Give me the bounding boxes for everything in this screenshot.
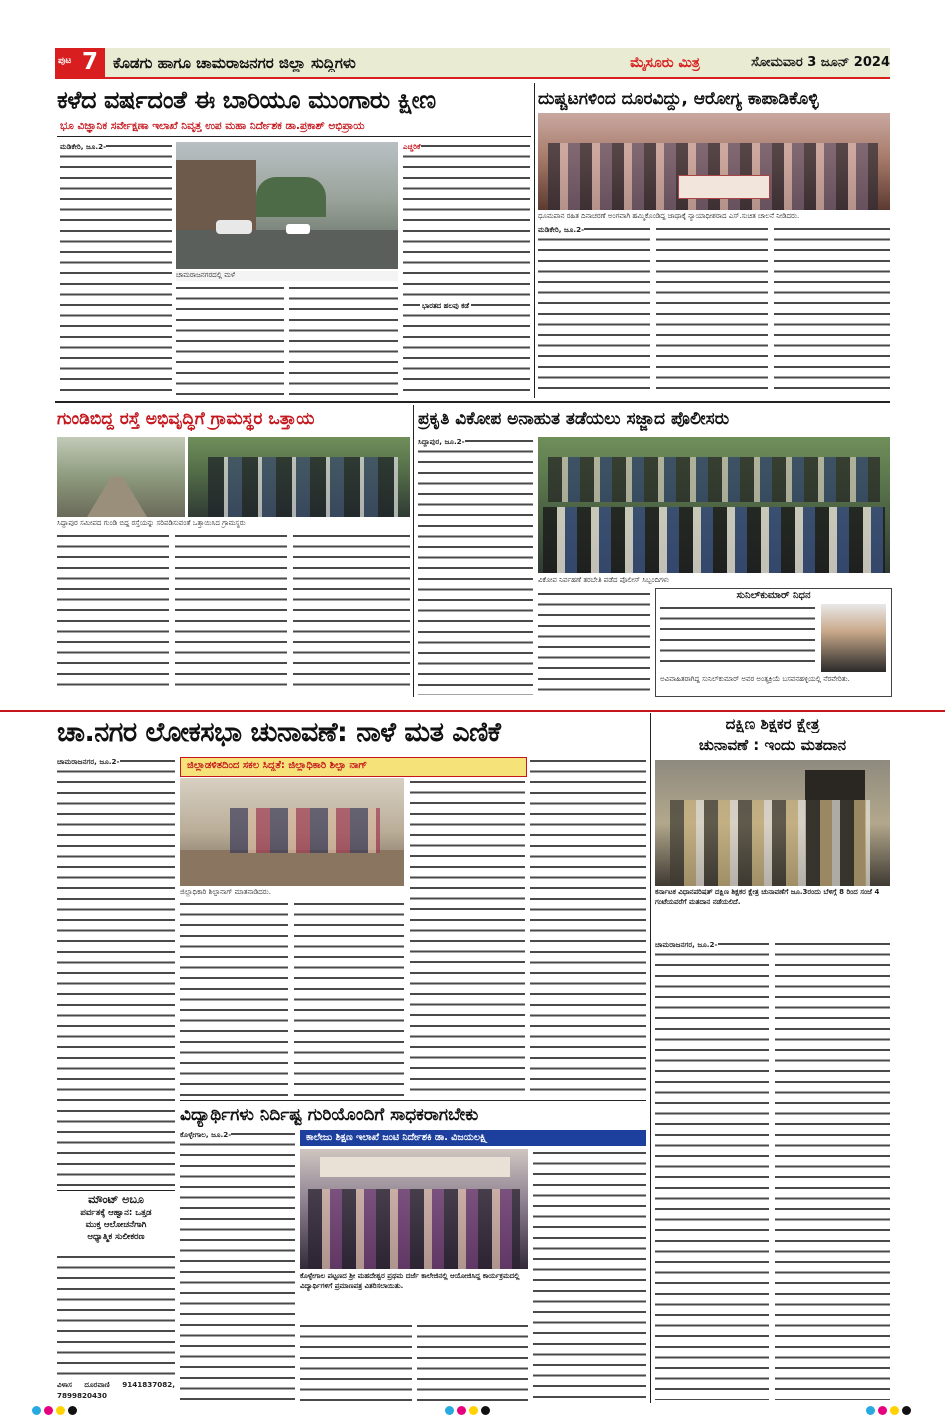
students-column-4 (417, 1322, 528, 1402)
mountabu-text (57, 1253, 175, 1378)
health-column-1 (538, 225, 650, 397)
column-divider (413, 405, 414, 697)
paper-name: ಮೈಸೂರು ಮಿತ್ರ (630, 55, 700, 71)
registration-dot-magenta (457, 1406, 466, 1415)
police-photo-caption (538, 576, 890, 586)
teachers-column-1 (655, 940, 769, 1400)
cut-line (0, 710, 945, 712)
police-column-2 (538, 590, 650, 695)
village-column-2 (175, 532, 287, 694)
obituary-title: ಸುನಿಲ್‌ಕುಮಾರ್ ನಿಧನ (736, 590, 811, 601)
issue-date: ಸೋಮವಾರ 3 ಜೂನ್ 2024 (751, 55, 890, 70)
photo-car (216, 220, 252, 234)
election-column-1 (57, 757, 175, 1187)
election-headline: ಚಾ.ನಗರ ಲೋಕಸಭಾ ಚುನಾವಣೆ: ನಾಳೆ ಮತ ಎಣಿಕೆ (57, 717, 501, 748)
photo-road-surface (87, 477, 147, 517)
monsoon-subhead: ಭೂ ವಿಜ್ಞಾನಿಕ ಸರ್ವೇಕ್ಷಣಾ ಇಲಾಖೆ ನಿವೃತ್ತ ಉಪ ಮಹಾ ನಿರ್ದೇಶಕ ಡಾ.ಪ್ರಕಾಶ್ ಅಭಿಪ್ರಾಯ (60, 120, 365, 132)
photo-banner (678, 175, 770, 199)
students-banner-text: ಕಾಲೇಜು ಶಿಕ್ಷಣ ಇಲಾಖೆ ಜಂಟಿ ನಿರ್ದೇಶಕಿ ಡಾ. ವಿಜಯಲಕ್ಷ್ಮಿ (306, 1132, 489, 1143)
election-banner (180, 757, 527, 777)
students-column-3 (300, 1322, 412, 1402)
monsoon-column-3 (289, 284, 398, 397)
election-banner-text: ಜಿಲ್ಲಾಡಳಿತದಿಂದ ಸಕಲ ಸಿದ್ಧತೆ: ಜಿಲ್ಲಾಧಿಕಾರಿ ಶಿಲ್ಪಾ ನಾಗ್ (187, 760, 368, 771)
health-caption-text: ಧೂಮಪಾನ ರಹಿತ ದಿನಾಚರಣೆ ಅಂಗವಾಗಿ ಹಮ್ಮಿಕೊಂಡಿದ್ದ ಜಾಥಾಕ್ಕೆ ನ್ಯಾಯಾಧೀಶರಾದ ಎಸ್.ಸುಚಿತ ಚಾಲನೆ ನೀಡಿದರು. (538, 212, 800, 220)
page-number-badge (55, 48, 105, 77)
teachers-headline-line2: ಚುನಾವಣೆ : ಇಂದು ಮತದಾನ (698, 736, 847, 754)
mountabu-heading-line3: ಮುಕ್ತ ಆಲೋಚನೆಗಾಗಿ (85, 1220, 147, 1230)
monsoon-column-2 (176, 284, 284, 397)
registration-dot-magenta (44, 1406, 53, 1415)
photo-people-back-row (548, 457, 880, 502)
section-rule (180, 1100, 646, 1101)
students-photo-caption (300, 1272, 528, 1320)
election-dateline: ಚಾಮರಾಜನಗರ, ಜೂ.2- (57, 757, 120, 766)
police-caption-text: ವಿಕೋಪ ನಿರ್ವಹಣೆ ತರಬೇತಿ ಪಡೆದ ಪೊಲೀಸ್ ಸಿಬ್ಬಂದಿಗಳು (538, 576, 669, 584)
photo-trees (256, 177, 326, 217)
section-title: ಕೊಡಗು ಹಾಗೂ ಚಾಮರಾಜನಗರ ಜಿಲ್ಲಾ ಸುದ್ದಿಗಳು (113, 54, 356, 72)
obituary-box (655, 588, 892, 697)
health-column-3 (774, 225, 890, 397)
mountabu-contact: ವಿಳಾಸ ದೂರವಾಣಿ 9141837082, 7899820430 (57, 1380, 175, 1400)
obituary-caption-text: ಅವಿವಾಹಿತರಾಗಿದ್ದ ಸುನಿಲ್‌ಕುಮಾರ್ ಅವರ ಅಂತ್ಯಕ್ರಿಯೆ ಬಸವನಹಳ್ಳಿಯಲ್ಲಿ ನೆರವೇರಿತು. (660, 675, 850, 683)
monsoon-column-1 (60, 142, 172, 397)
students-dateline: ಕೊಳ್ಳೇಗಾಲ, ಜೂ.2- (180, 1130, 232, 1139)
monsoon-pull-label: ಎಚ್ಚರಿಕೆ (403, 142, 421, 151)
mountabu-heading-line1: ಮೌಂಟ್ ಅಬೂ (88, 1193, 144, 1206)
monsoon-headline: ಕಳೆದ ವರ್ಷದಂತೆ ಈ ಬಾರಿಯೂ ಮುಂಗಾರು ಕ್ಷೀಣ (57, 86, 436, 114)
photo-car (286, 224, 310, 234)
registration-dot-cyan (32, 1406, 41, 1415)
election-photo-caption (180, 888, 404, 898)
election-column-3 (294, 900, 404, 1098)
photo-road (176, 230, 398, 269)
teachers-column-2 (775, 940, 890, 1400)
registration-dot-black (481, 1406, 490, 1415)
village-column-3 (293, 532, 410, 694)
students-caption-text: ಕೊಳ್ಳೇಗಾಲ ಪಟ್ಟಣದ ಶ್ರೀ ಮಹದೇಶ್ವರ ಪ್ರಥಮ ದರ್ಜೆ ಕಾಲೇಜಿನಲ್ಲಿ ಆಯೋಜಿಸಿದ್ದ ಕಾರ್ಯಕ್ರಮದಲ್ಲಿ ವಿದ್ಯಾರ್ಥಿಗಳಿಗೆ ಪ್ರಮಾಣಪತ್ರ ವಿತರಿಸಲಾಯಿತು. (300, 1272, 520, 1290)
village-photo-group (188, 437, 410, 517)
obituary-caption (660, 675, 888, 693)
registration-dot-yellow (56, 1406, 65, 1415)
village-column-1 (57, 532, 169, 694)
masthead (55, 48, 890, 79)
photo-people-row (208, 457, 398, 517)
election-column-4 (410, 778, 525, 1098)
photo-people-front-row (543, 507, 885, 573)
monsoon-dateline: ಮಡಿಕೇರಿ, ಜೂ.2- (60, 142, 107, 151)
page-label: ಪುಟ (58, 56, 72, 66)
photo-people-row (308, 1189, 520, 1269)
registration-dot-cyan (866, 1406, 875, 1415)
photo-table (180, 850, 404, 886)
students-column-1 (180, 1130, 295, 1402)
election-column-5 (530, 757, 646, 1098)
mountabu-heading-line2: ಪರ್ವತಕ್ಕೆ ಆಹ್ವಾನ: ಒತ್ತಡ (80, 1208, 152, 1218)
police-headline: ಪ್ರಕೃತಿ ವಿಕೋಪ ಅನಾಹುತ ತಡೆಯಲು ಸಜ್ಜಾದ ಪೊಲೀಸರು (418, 409, 730, 429)
health-dateline: ಮಡಿಕೇರಿ, ಜೂ.2- (538, 225, 585, 234)
teachers-caption-text: ಕರ್ನಾಟಕ ವಿಧಾನಪರಿಷತ್ ದಕ್ಷಿಣ ಶಿಕ್ಷಕರ ಕ್ಷೇತ್ರ ಚುನಾವಣೆಗೆ ಜೂ.3ರಂದು ಬೆಳಿಗ್ಗೆ 8 ರಿಂದ ಸಂಜೆ 4 ಗಂಟೆಯವರೆಗೆ ಮತದಾನ ನಡೆಯಲಿದೆ. (655, 888, 880, 906)
registration-dot-yellow (890, 1406, 899, 1415)
health-headline: ದುಷ್ಚಟಗಳಿಂದ ದೂರವಿದ್ದು, ಆರೋಗ್ಯ ಕಾಪಾಡಿಕೊಳ್ಳಿ (538, 89, 819, 109)
monsoon-photo (176, 142, 398, 269)
health-photo (538, 113, 890, 210)
village-caption-text: ಸಿದ್ದಾಪುರ ಸಮೀಪದ ಗುಂಡಿ ಬಿದ್ದ ರಸ್ತೆಯನ್ನು ಸರಿಪಡಿಸುವಂತೆ ಒತ್ತಾಯಿಸಿದ ಗ್ರಾಮಸ್ಥರು (57, 519, 246, 527)
registration-dot-magenta (878, 1406, 887, 1415)
monsoon-rule (57, 136, 531, 137)
column-divider (534, 83, 535, 398)
monsoon-column-4 (403, 142, 530, 397)
page-number: 7 (82, 49, 99, 75)
photo-officials (670, 800, 870, 886)
village-photo-caption (57, 519, 410, 529)
teachers-headline-line1: ದಕ್ಷಿಣ ಶಿಕ್ಷಕರ ಕ್ಷೇತ್ರ (725, 715, 820, 733)
election-column-2 (180, 900, 288, 1098)
village-photo-road (57, 437, 185, 517)
police-dateline: ಸಿದ್ದಾಪುರ, ಜೂ.2- (418, 437, 465, 446)
monsoon-photo-caption (176, 271, 398, 281)
obituary-portrait (821, 604, 886, 672)
monsoon-caption-text: ಚಾಮರಾಜನಗರದಲ್ಲಿ ಮಳೆ (176, 271, 235, 279)
registration-dot-yellow (469, 1406, 478, 1415)
students-banner (300, 1130, 646, 1146)
students-column-2 (533, 1149, 646, 1402)
section-rule (57, 1190, 175, 1191)
health-sub-label: ಭಾರತದ ಹಲವು ಕಡೆ (422, 302, 470, 310)
registration-dot-cyan (445, 1406, 454, 1415)
registration-dot-black (902, 1406, 911, 1415)
mountabu-heading-line4: ಆಧ್ಯಾತ್ಮಿಕ ಸುಲೀಕರಣ (87, 1232, 145, 1242)
election-caption-text: ಜಿಲ್ಲಾಧಿಕಾರಿ ಶಿಲ್ಪಾನಾಗ್ ಮಾತನಾಡಿದರು. (180, 888, 271, 896)
mountabu-heading (57, 1193, 175, 1249)
teachers-dateline: ಚಾಮರಾಜನಗರ, ಜೂ.2- (655, 940, 718, 949)
photo-officials (230, 808, 380, 853)
teachers-photo (655, 760, 890, 886)
students-photo (300, 1149, 528, 1269)
section-rule (55, 401, 890, 403)
column-divider (650, 713, 651, 1403)
village-headline: ಗುಂಡಿಬಿದ್ದ ರಸ್ತೆ ಅಭಿವೃದ್ಧಿಗೆ ಗ್ರಾಮಸ್ಥರ ಒತ್ತಾಯ (57, 409, 315, 429)
election-photo (180, 778, 404, 886)
students-headline: ವಿದ್ಯಾರ್ಥಿಗಳು ನಿರ್ದಿಷ್ಟ ಗುರಿಯೊಂದಿಗೆ ಸಾಧಕರಾಗಬೇಕು (180, 1105, 479, 1125)
health-column-2 (656, 225, 768, 397)
registration-dot-black (68, 1406, 77, 1415)
police-photo (538, 437, 890, 573)
police-column-1 (418, 437, 533, 695)
photo-stage-banner (320, 1157, 510, 1177)
obituary-text (660, 604, 815, 670)
teachers-photo-caption (655, 888, 890, 936)
health-photo-caption (538, 212, 890, 222)
